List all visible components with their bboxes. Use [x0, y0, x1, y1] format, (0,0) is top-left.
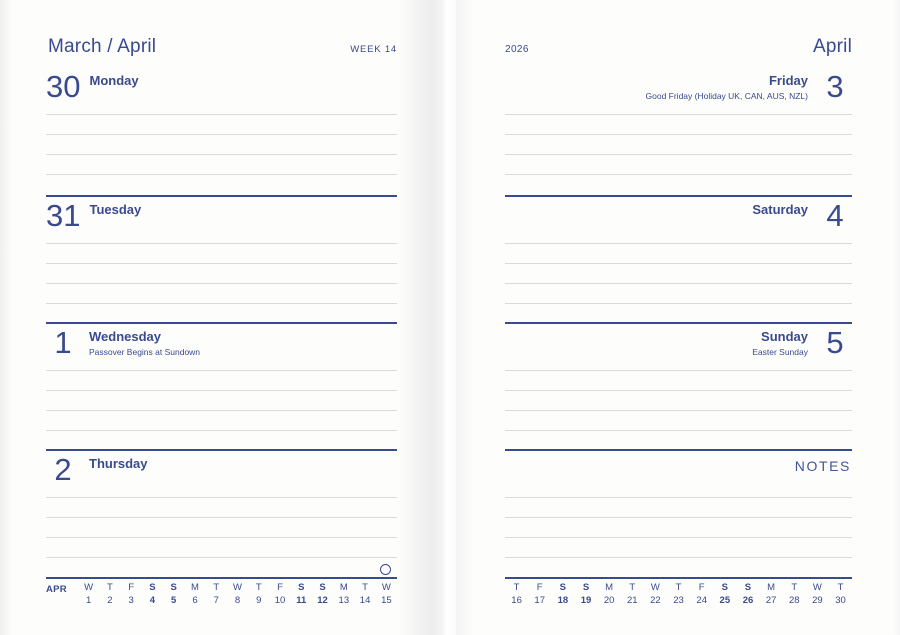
cal-day-column [783, 583, 806, 606]
cal-day-number: 8 [234, 595, 241, 606]
cal-day-letter: S [559, 582, 567, 593]
cal-day-column [713, 583, 736, 606]
cal-day-column [690, 583, 713, 606]
writing-line [505, 410, 852, 411]
day-number: 2 [54, 452, 72, 487]
day-header [46, 454, 148, 485]
cal-day-number: 21 [626, 595, 638, 606]
writing-line [505, 154, 852, 155]
day-section-thursday [46, 449, 397, 576]
cal-day-letter: F [277, 582, 283, 593]
cal-day-column [598, 583, 621, 606]
writing-line [505, 430, 852, 431]
day-name: Wednesday [89, 329, 162, 344]
day-section-friday [505, 68, 852, 195]
cal-day-number: 4 [149, 595, 156, 606]
cal-day-number: 11 [296, 595, 307, 606]
cal-day-letter: T [675, 582, 682, 593]
writing-line [46, 283, 397, 284]
writing-line [46, 154, 397, 155]
cal-day-letter: W [812, 582, 822, 593]
day-number: 1 [54, 325, 72, 360]
cal-day-column [184, 583, 205, 606]
writing-line [46, 243, 397, 244]
notes-label: NOTES [794, 458, 851, 474]
day-header [46, 327, 200, 358]
cal-day-column [621, 583, 644, 606]
cal-day-letter: S [744, 582, 752, 593]
cal-day-column [528, 583, 551, 606]
cal-month-label: APR [46, 584, 67, 595]
day-header [46, 71, 139, 102]
day-number: 30 [46, 69, 81, 104]
day-header [646, 71, 853, 102]
writing-line [46, 557, 397, 558]
cal-day-column [121, 583, 142, 606]
cal-day-letter: T [362, 582, 368, 593]
cal-day-column [78, 583, 99, 606]
day-number: 31 [46, 198, 81, 233]
mini-calendar-april-first-half [46, 583, 397, 606]
cal-day-letter: T [837, 582, 844, 593]
writing-line [46, 410, 397, 411]
week-label: WEEK 14 [350, 44, 397, 55]
writing-line [505, 537, 852, 538]
cal-day-number: 10 [274, 595, 286, 606]
cal-day-number: 17 [534, 595, 545, 606]
cal-day-letter: S [170, 582, 177, 593]
writing-line [505, 283, 852, 284]
cal-day-column [574, 583, 597, 606]
writing-line [505, 114, 852, 115]
cal-day-column [269, 583, 290, 606]
page-gutter [440, 0, 456, 635]
holiday-label: Easter Sunday [752, 346, 808, 357]
cal-day-column [206, 583, 227, 606]
cal-day-letter: M [191, 582, 199, 593]
cal-day-letter: W [84, 582, 94, 593]
day-name: Friday [768, 73, 808, 88]
day-header [46, 200, 141, 231]
cal-day-letter: S [582, 582, 590, 593]
cal-day-number: 25 [719, 595, 731, 606]
cal-day-number: 15 [381, 595, 392, 606]
writing-line [505, 243, 852, 244]
writing-line [46, 497, 397, 498]
full-moon-icon [380, 564, 391, 575]
cal-day-letter: S [149, 582, 156, 593]
cal-day-letter: F [128, 582, 135, 593]
cal-day-letter: W [650, 582, 660, 593]
cal-day-column [806, 583, 829, 606]
cal-day-column [667, 583, 690, 606]
cal-day-letter: T [106, 582, 113, 593]
writing-line [46, 114, 397, 115]
writing-line [46, 370, 397, 371]
writing-line [46, 134, 397, 135]
page-title: March / April [48, 36, 157, 57]
year-label: 2026 [505, 44, 529, 55]
writing-line [46, 174, 397, 175]
day-section-monday [46, 68, 397, 195]
cal-day-letter: F [698, 582, 705, 593]
cal-day-letter: T [629, 582, 636, 593]
writing-line [505, 390, 852, 391]
cal-day-number: 30 [835, 595, 846, 606]
cal-day-letter: F [536, 582, 543, 593]
writing-line [505, 497, 852, 498]
cal-day-number: 27 [765, 595, 777, 606]
day-number: 4 [826, 198, 844, 233]
cal-day-letter: T [213, 582, 220, 593]
cal-day-column [163, 583, 184, 606]
writing-line [46, 517, 397, 518]
cal-day-column [760, 583, 783, 606]
cal-day-letter: S [721, 582, 728, 593]
cal-day-number: 14 [359, 595, 371, 606]
month-title: April [812, 36, 852, 57]
cal-day-column [312, 583, 333, 606]
writing-line [505, 517, 852, 518]
day-header [752, 327, 852, 358]
cal-day-number: 7 [213, 595, 219, 606]
writing-line [505, 134, 852, 135]
cal-day-letter: M [767, 582, 776, 593]
mini-calendar-april-second-half [505, 583, 852, 606]
cal-day-number: 13 [338, 595, 350, 606]
writing-line [505, 557, 852, 558]
writing-line [46, 430, 397, 431]
cal-day-column [248, 583, 269, 606]
day-name: Thursday [89, 456, 148, 471]
writing-line [505, 303, 852, 304]
right-page [456, 0, 900, 635]
cal-day-column [142, 583, 163, 606]
cal-day-number: 6 [192, 595, 198, 606]
cal-day-column [551, 583, 574, 606]
day-section-saturday [505, 195, 852, 322]
cal-day-number: 19 [580, 595, 592, 606]
cal-day-number: 28 [788, 595, 800, 606]
day-name: Sunday [761, 329, 808, 344]
cal-day-letter: T [513, 582, 520, 593]
cal-day-number: 23 [673, 595, 684, 606]
cal-day-letter: W [233, 582, 242, 593]
day-section-wednesday [46, 322, 397, 449]
cal-day-letter: S [298, 582, 305, 593]
cal-day-number: 24 [696, 595, 707, 606]
cal-day-number: 1 [85, 595, 92, 606]
left-page [0, 0, 440, 635]
cal-day-letter: T [255, 582, 262, 593]
day-number: 5 [826, 325, 844, 360]
cal-day-column [736, 583, 759, 606]
cal-day-column [376, 583, 397, 606]
writing-line [46, 303, 397, 304]
cal-day-number: 26 [742, 595, 754, 606]
writing-line [505, 370, 852, 371]
cal-day-letter: T [791, 582, 798, 593]
cal-day-column [333, 583, 354, 606]
cal-day-number: 20 [603, 595, 615, 606]
day-number: 3 [826, 69, 844, 104]
day-name: Monday [89, 73, 139, 88]
cal-day-letter: W [381, 582, 391, 593]
cal-day-column [227, 583, 248, 606]
day-section-sunday [505, 322, 852, 449]
day-header [752, 200, 852, 231]
holiday-label: Passover Begins at Sundown [89, 346, 201, 357]
cal-day-column [644, 583, 667, 606]
cal-day-column [291, 583, 312, 606]
divider [46, 577, 397, 579]
cal-day-letter: M [605, 582, 614, 593]
cal-day-number: 9 [256, 595, 262, 606]
holiday-label: Good Friday (Holiday UK, CAN, AUS, NZL) [645, 90, 808, 101]
cal-day-column [505, 583, 528, 606]
writing-line [46, 263, 397, 264]
cal-day-number: 2 [107, 595, 113, 606]
cal-day-number: 22 [650, 595, 661, 606]
cal-day-column [829, 583, 852, 606]
writing-line [46, 537, 397, 538]
day-name: Tuesday [89, 202, 142, 217]
day-section-tuesday [46, 195, 397, 322]
cal-day-number: 5 [171, 595, 177, 606]
divider [505, 577, 852, 579]
writing-line [505, 174, 852, 175]
cal-day-number: 18 [557, 595, 569, 606]
cal-day-number: 3 [128, 595, 134, 606]
writing-line [46, 390, 397, 391]
cal-day-letter: S [319, 582, 326, 593]
cal-day-number: 12 [317, 595, 328, 606]
writing-line [505, 263, 852, 264]
notes-section [505, 449, 852, 576]
cal-day-column [99, 583, 120, 606]
cal-day-letter: M [339, 582, 348, 593]
cal-day-number: 29 [812, 595, 823, 606]
cal-day-number: 16 [511, 595, 522, 606]
cal-day-column [354, 583, 375, 606]
day-name: Saturday [752, 202, 808, 217]
